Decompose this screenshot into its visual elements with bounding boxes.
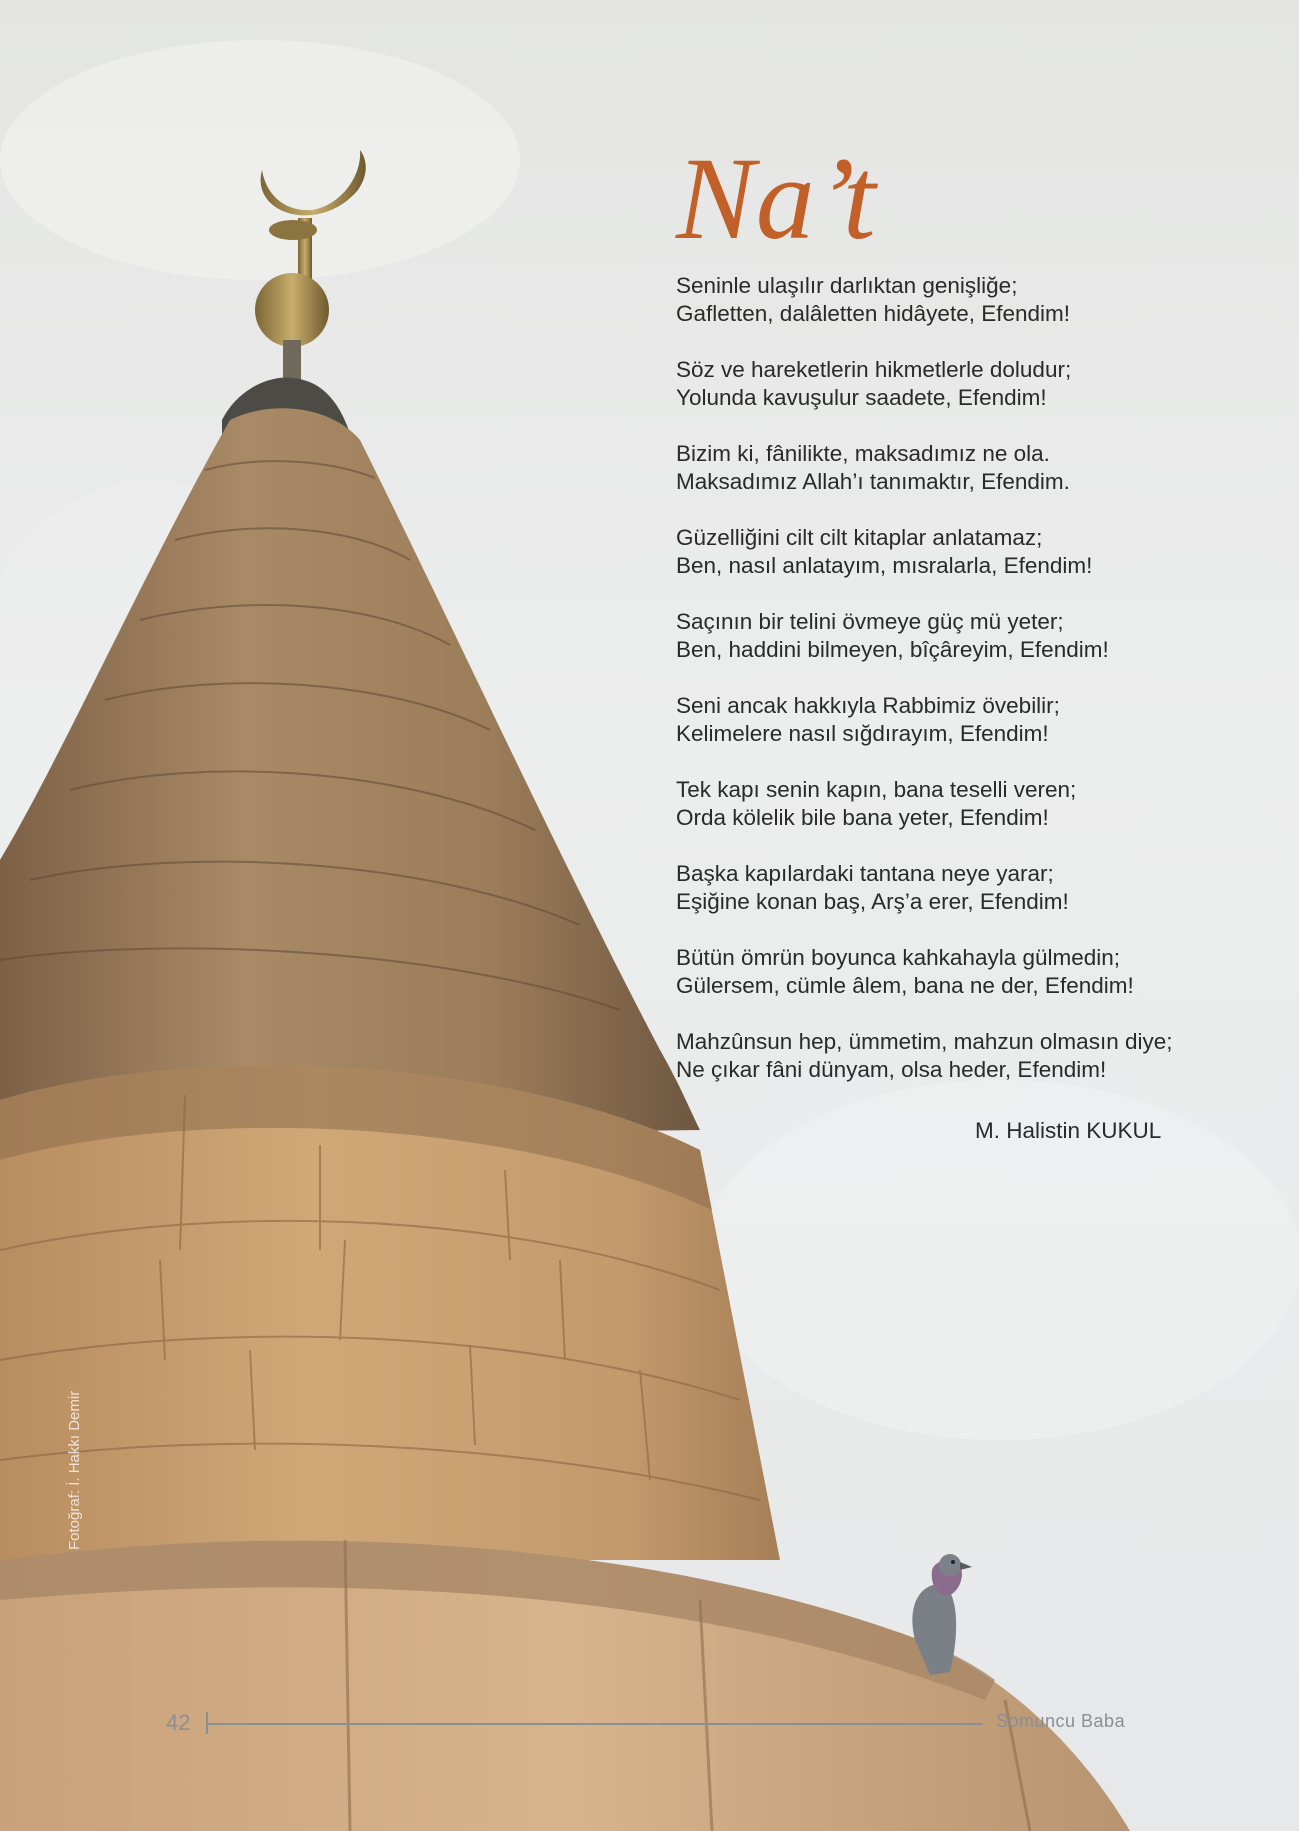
poem-line: Gafletten, dalâletten hidâyete, Efendim! bbox=[676, 301, 1071, 326]
poem-line: Başka kapılardaki tantana neye yarar; bbox=[676, 861, 1054, 886]
poem-line: Kelimelere nasıl sığdırayım, Efendim! bbox=[676, 721, 1049, 746]
poem-line: Mahzûnsun hep, ümmetim, mahzun olmasın diye; bbox=[676, 1029, 1173, 1054]
stanza bbox=[676, 1028, 1256, 1084]
poem-author: M. Halistin KUKUL bbox=[975, 1118, 1162, 1143]
magazine-name: Somuncu Baba bbox=[996, 1711, 1126, 1731]
stanza bbox=[676, 944, 1256, 1000]
poem-line: Bizim ki, fânilikte, maksadımız ne ola. bbox=[676, 441, 1050, 466]
cloud bbox=[0, 40, 520, 280]
stanza bbox=[676, 608, 1256, 664]
poem-line: Seninle ulaşılır darlıktan genişliğe; bbox=[676, 273, 1018, 298]
poem-line: Orda kölelik bile bana yeter, Efendim! bbox=[676, 805, 1049, 830]
stanza bbox=[676, 272, 1256, 328]
poem-line: Ne çıkar fâni dünyam, olsa heder, Efendim! bbox=[676, 1057, 1107, 1082]
stanza bbox=[676, 440, 1256, 496]
poem-line: Saçının bir telini övmeye güç mü yeter; bbox=[676, 609, 1064, 634]
photo-credit: Fotoğraf: İ. Hakkı Demir bbox=[66, 1390, 83, 1550]
poem-line: Söz ve hareketlerin hikmetlerle doludur; bbox=[676, 357, 1072, 382]
stanza bbox=[676, 524, 1256, 580]
poem-line: Tek kapı senin kapın, bana teselli veren; bbox=[676, 777, 1077, 802]
poem-line: Bütün ömrün boyunca kahkahayla gülmedin; bbox=[676, 945, 1121, 970]
poem-line: Eşiğine konan baş, Arş’a erer, Efendim! bbox=[676, 889, 1069, 914]
page-number: 42 bbox=[166, 1710, 191, 1735]
poem-line: Ben, haddini bilmeyen, bîçâreyim, Efendim! bbox=[676, 637, 1109, 662]
stanza bbox=[676, 860, 1256, 916]
poem-line: Ben, nasıl anlatayım, mısralarla, Efendim! bbox=[676, 553, 1093, 578]
poem-line: Maksadımız Allah’ı tanımaktır, Efendim. bbox=[676, 469, 1070, 494]
stanza bbox=[676, 692, 1256, 748]
stanza bbox=[676, 356, 1256, 412]
poem-body bbox=[676, 272, 1256, 1112]
poem-line: Seni ancak hakkıyla Rabbimiz övebilir; bbox=[676, 693, 1060, 718]
footer-rule bbox=[208, 1723, 983, 1725]
stanza bbox=[676, 776, 1256, 832]
poem-title: Na’t bbox=[676, 133, 877, 264]
poem-line: Gülersem, cümle âlem, bana ne der, Efendim! bbox=[676, 973, 1134, 998]
poem-line: Güzelliğini cilt cilt kitaplar anlatamaz; bbox=[676, 525, 1043, 550]
poem-line: Yolunda kavuşulur saadete, Efendim! bbox=[676, 385, 1047, 410]
